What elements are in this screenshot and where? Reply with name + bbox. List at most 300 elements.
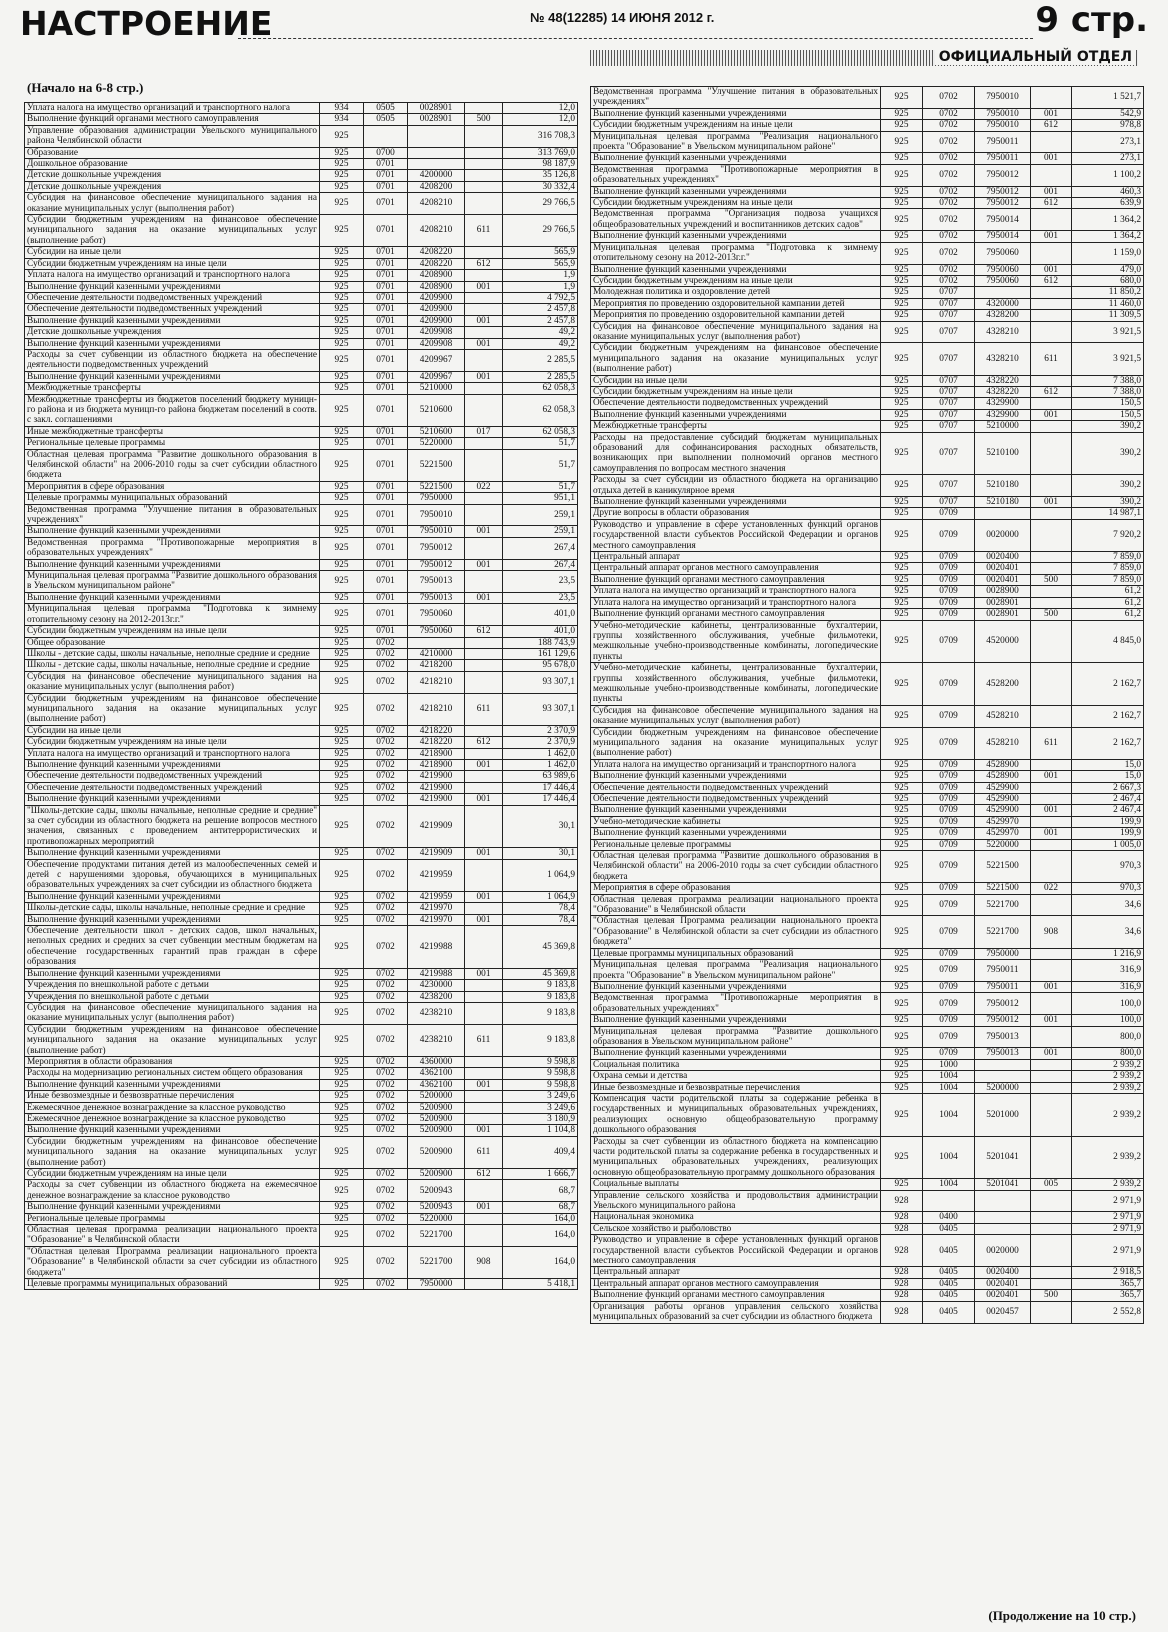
table-row — [25, 338, 578, 349]
row-section: 0709 — [923, 759, 975, 770]
row-section: 0701 — [364, 247, 408, 258]
row-section: 0707 — [923, 432, 975, 475]
row-name: Межбюджетные трансферты — [591, 421, 881, 432]
row-name: Обеспечение деятельности подведомственных учреждений — [25, 292, 320, 303]
row-department: 925 — [320, 327, 364, 338]
row-amount: 259,1 — [503, 526, 578, 537]
row-name: Национальная экономика — [591, 1212, 881, 1223]
row-target-code: 4219988 — [408, 926, 465, 969]
row-department: 925 — [320, 1125, 364, 1136]
row-amount: 34,6 — [1072, 894, 1144, 916]
row-amount: 2 939,2 — [1072, 1082, 1144, 1093]
row-department: 925 — [320, 592, 364, 603]
row-section: 0702 — [364, 1068, 408, 1079]
row-amount: 365,7 — [1072, 1278, 1144, 1289]
row-section: 0701 — [364, 526, 408, 537]
row-target-code: 5200900 — [408, 1113, 465, 1124]
row-name: Расходы на модернизацию региональных систем общего образования — [25, 1068, 320, 1079]
row-expense-type — [465, 980, 503, 991]
row-section: 0701 — [364, 537, 408, 559]
table-row — [591, 432, 1144, 475]
table-row — [25, 771, 578, 782]
row-expense-type — [465, 193, 503, 215]
row-expense-type — [465, 1113, 503, 1124]
row-name: Выполнение функций казенными учреждениями — [25, 338, 320, 349]
row-target-code: 4209900 — [408, 292, 465, 303]
row-target-code: 4219909 — [408, 805, 465, 848]
row-expense-type: 500 — [1031, 574, 1072, 585]
row-target-code: 4218900 — [408, 748, 465, 759]
row-name: Расходы на предоставление субсидий бюджетам муниципальных образований для софинансирования расходных обязательств, возникающих при выполнении полномочий органов местного самоуправления по вопросам местного значения — [591, 432, 881, 475]
row-amount: 2 939,2 — [1072, 1071, 1144, 1082]
row-department: 925 — [320, 125, 364, 147]
table-row — [25, 968, 578, 979]
row-department: 925 — [320, 926, 364, 969]
row-name: Компенсация части родительской платы за содержание ребенка в государственных и муниципальных образовательных учреждениях, реализующих основную общеобразовательную программу дошкольного образования — [591, 1093, 881, 1136]
row-target-code: 7950012 — [975, 198, 1031, 209]
row-department: 925 — [320, 1246, 364, 1278]
table-row — [591, 663, 1144, 706]
row-target-code: 7950060 — [975, 242, 1031, 264]
row-target-code: 4218210 — [408, 671, 465, 693]
row-name: Охрана семьи и детства — [591, 1071, 881, 1082]
row-target-code: 7950012 — [975, 186, 1031, 197]
row-section: 0700 — [364, 147, 408, 158]
row-target-code: 5220000 — [408, 1213, 465, 1224]
row-department: 925 — [881, 663, 923, 706]
row-name: Муниципальная целевая программа "Реализация национального проекта "Образование" в Увельском муниципальном районе" — [591, 960, 881, 982]
row-target-code: 5221700 — [408, 1225, 465, 1247]
row-target-code: 4218220 — [408, 725, 465, 736]
row-name: Муниципальная целевая программа "Развитие дошкольного образования в Увельском муниципальном районе" — [591, 1026, 881, 1048]
row-name: Выполнение функций казенными учреждениями — [25, 1202, 320, 1213]
row-section — [364, 125, 408, 147]
row-expense-type — [465, 170, 503, 181]
row-amount: 1,9 — [503, 270, 578, 281]
row-expense-type — [1031, 164, 1072, 186]
row-amount: 2 467,4 — [1072, 794, 1144, 805]
row-target-code: 4209900 — [408, 304, 465, 315]
row-section: 0702 — [923, 153, 975, 164]
row-name: Муниципальная целевая программа "Реализация национального проекта "Образование" в Увельском муниципальном районе" — [591, 131, 881, 153]
row-amount: 61,2 — [1072, 586, 1144, 597]
row-section: 0709 — [923, 705, 975, 727]
row-department: 925 — [320, 1102, 364, 1113]
row-section: 0702 — [364, 1180, 408, 1202]
table-row — [591, 883, 1144, 894]
row-expense-type: 001 — [1031, 231, 1072, 242]
row-department: 925 — [881, 759, 923, 770]
row-target-code: 4529900 — [975, 794, 1031, 805]
row-department: 925 — [881, 563, 923, 574]
row-amount: 273,1 — [1072, 131, 1144, 153]
row-name: Субсидии бюджетным учреждениям на иные цели — [25, 1169, 320, 1180]
table-row — [591, 816, 1144, 827]
table-row — [591, 1290, 1144, 1301]
row-amount: 45 369,8 — [503, 968, 578, 979]
row-amount: 316 708,3 — [503, 125, 578, 147]
row-expense-type — [465, 725, 503, 736]
row-department: 928 — [881, 1278, 923, 1289]
table-row — [25, 859, 578, 891]
row-department: 925 — [881, 432, 923, 475]
table-row — [25, 292, 578, 303]
row-department: 925 — [881, 1071, 923, 1082]
row-name: Субсидии бюджетным учреждениям на финансовое обеспечение муниципального задания на оказание муниципальных услуг (выполнение работ) — [25, 693, 320, 725]
row-target-code: 4528200 — [975, 663, 1031, 706]
row-department: 925 — [881, 620, 923, 663]
row-name: Руководство и управление в сфере установленных функций органов государственной власти субъектов Российской Федерации и органов местного самоуправления — [591, 1235, 881, 1267]
row-target-code: 4209908 — [408, 338, 465, 349]
row-name: Субсидия на финансовое обеспечение муниципального задания на оказание муниципальных услуг (выполнения работ) — [591, 705, 881, 727]
row-target-code: 4528210 — [975, 705, 1031, 727]
row-name: Выполнение функций казенными учреждениями — [591, 497, 881, 508]
table-row — [25, 1091, 578, 1102]
row-department: 925 — [881, 851, 923, 883]
table-row — [25, 1102, 578, 1113]
row-amount: 3 249,6 — [503, 1091, 578, 1102]
row-name: Учреждения по внешкольной работе с детьми — [25, 991, 320, 1002]
row-expense-type — [1031, 508, 1072, 519]
row-amount: 4 792,5 — [503, 292, 578, 303]
row-name: Школы - детские сады, школы начальные, неполные средние и средние — [25, 660, 320, 671]
row-name: Детские дошкольные учреждения — [25, 327, 320, 338]
row-expense-type — [1031, 1212, 1072, 1223]
row-name: Целевые программы муниципальных образований — [591, 948, 881, 959]
row-name: Субсидии бюджетным учреждениям на иные цели — [591, 120, 881, 131]
row-section: 0701 — [364, 604, 408, 626]
row-expense-type — [1031, 705, 1072, 727]
row-expense-type: 001 — [465, 914, 503, 925]
row-section: 0709 — [923, 508, 975, 519]
row-expense-type — [1031, 298, 1072, 309]
row-target-code: 4238210 — [408, 1002, 465, 1024]
row-amount: 1 521,7 — [1072, 87, 1144, 109]
row-name: Выполнение функций органами местного самоуправления — [591, 609, 881, 620]
row-name: Выполнение функций органами местного самоуправления — [591, 1290, 881, 1301]
row-section: 0702 — [923, 120, 975, 131]
row-amount: 23,5 — [503, 571, 578, 593]
row-expense-type — [465, 504, 503, 526]
table-row — [591, 894, 1144, 916]
row-target-code: 5221700 — [975, 894, 1031, 916]
table-row — [591, 1301, 1144, 1323]
row-expense-type — [1031, 552, 1072, 563]
row-section: 1004 — [923, 1082, 975, 1093]
row-section: 0702 — [364, 1169, 408, 1180]
row-target-code: 7950011 — [975, 131, 1031, 153]
row-expense-type — [1031, 209, 1072, 231]
row-name: Иные безвозмездные и безвозвратные перечисления — [25, 1091, 320, 1102]
row-expense-type — [1031, 1026, 1072, 1048]
row-amount: 11 850,2 — [1072, 287, 1144, 298]
table-row — [591, 508, 1144, 519]
row-name: Руководство и управление в сфере установленных функций органов государственной власти субъектов Российской Федерации и органов местного самоуправления — [591, 519, 881, 551]
table-row — [25, 181, 578, 192]
table-row — [591, 1278, 1144, 1289]
row-department: 925 — [881, 727, 923, 759]
table-row — [591, 1212, 1144, 1223]
row-section: 0702 — [364, 1279, 408, 1290]
row-section: 0701 — [364, 292, 408, 303]
row-department: 925 — [320, 737, 364, 748]
row-amount: 68,7 — [503, 1180, 578, 1202]
row-name: Субсидия на финансовое обеспечение муниципального задания на оказание муниципальных услуг (выполнения работ) — [25, 1002, 320, 1024]
row-department: 925 — [320, 759, 364, 770]
row-name: Региональные целевые программы — [25, 438, 320, 449]
row-section: 0702 — [364, 1024, 408, 1056]
table-row — [591, 1071, 1144, 1082]
row-name: Выполнение функций органами местного самоуправления — [25, 114, 320, 125]
row-name: Муниципальная целевая программа "Развитие дошкольного образования в Увельском муниципальном районе" — [25, 571, 320, 593]
row-target-code: 7950060 — [408, 626, 465, 637]
row-expense-type — [1031, 475, 1072, 497]
row-name: Субсидии бюджетным учреждениям на финансовое обеспечение муниципального задания на оказание муниципальных услуг (выполнение работ) — [591, 727, 881, 759]
row-name: Выполнение функций казенными учреждениями — [25, 559, 320, 570]
row-amount: 35 126,8 — [503, 170, 578, 181]
row-department: 925 — [881, 1093, 923, 1136]
row-expense-type: 001 — [465, 968, 503, 979]
row-target-code: 0020457 — [975, 1301, 1031, 1323]
row-name: Выполнение функций казенными учреждениями — [25, 1079, 320, 1090]
row-section: 0701 — [364, 304, 408, 315]
row-target-code: 7950060 — [408, 604, 465, 626]
table-row — [591, 275, 1144, 286]
row-target-code: 7950010 — [975, 108, 1031, 119]
row-expense-type: 001 — [1031, 1048, 1072, 1059]
row-target-code: 5201041 — [975, 1136, 1031, 1179]
row-target-code: 4219909 — [408, 848, 465, 859]
row-section: 0702 — [364, 1213, 408, 1224]
row-department: 928 — [881, 1301, 923, 1323]
row-target-code: 0028901 — [975, 597, 1031, 608]
row-section: 0701 — [364, 315, 408, 326]
row-target-code: 5201000 — [975, 1093, 1031, 1136]
row-target-code: 7950014 — [975, 209, 1031, 231]
row-expense-type: 611 — [465, 693, 503, 725]
row-section: 0702 — [923, 209, 975, 231]
row-amount: 2 370,9 — [503, 737, 578, 748]
row-expense-type: 612 — [465, 258, 503, 269]
row-expense-type — [1031, 993, 1072, 1015]
row-name: Выполнение функций казенными учреждениями — [25, 371, 320, 382]
row-amount: 9 183,8 — [503, 980, 578, 991]
row-name: Мероприятия в сфере образования — [25, 481, 320, 492]
row-name: Мероприятия по проведению оздоровительной кампании детей — [591, 298, 881, 309]
row-section: 0702 — [364, 1079, 408, 1090]
row-name: Субсидии бюджетным учреждениям на иные цели — [25, 258, 320, 269]
row-expense-type: 001 — [465, 848, 503, 859]
row-name: Муниципальная целевая программа "Подготовка к зимнему отопительному сезону на 2012-2013г.г." — [591, 242, 881, 264]
row-name: Выполнение функций казенными учреждениями — [591, 805, 881, 816]
row-amount: 2 939,2 — [1072, 1136, 1144, 1179]
row-expense-type — [1031, 1071, 1072, 1082]
row-section: 0709 — [923, 883, 975, 894]
row-name: Ведомственная программа "Противопожарные мероприятия в образовательных учреждениях" — [591, 164, 881, 186]
row-section: 0702 — [364, 660, 408, 671]
row-expense-type — [465, 349, 503, 371]
table-row — [25, 1068, 578, 1079]
row-name: Выполнение функций казенными учреждениями — [25, 891, 320, 902]
row-department: 925 — [320, 181, 364, 192]
row-name: Субсидия на финансовое обеспечение муниципального задания на оказание муниципальных услуг (выполнения работ) — [25, 671, 320, 693]
row-section: 0702 — [364, 1125, 408, 1136]
table-row — [591, 993, 1144, 1015]
row-section: 0702 — [364, 671, 408, 693]
row-target-code: 7950011 — [975, 981, 1031, 992]
budget-table-right — [590, 86, 1144, 1324]
row-amount: 2 971,9 — [1072, 1235, 1144, 1267]
table-row — [25, 1202, 578, 1213]
row-amount: 479,0 — [1072, 264, 1144, 275]
row-department: 925 — [881, 164, 923, 186]
row-section: 0702 — [364, 926, 408, 969]
row-target-code: 0028900 — [975, 586, 1031, 597]
row-section: 0702 — [364, 693, 408, 725]
table-row — [591, 609, 1144, 620]
row-name: Ведомственная программа "Улучшение питания в образовательных учреждениях" — [591, 87, 881, 109]
row-department: 925 — [320, 1202, 364, 1213]
row-department: 925 — [881, 120, 923, 131]
row-name: Уплата налога на имущество организаций и транспортного налога — [25, 270, 320, 281]
row-name: Школы-детские сады, школы начальные, неполные средние и средние — [25, 903, 320, 914]
table-row — [25, 114, 578, 125]
row-expense-type — [465, 493, 503, 504]
row-department: 925 — [320, 159, 364, 170]
row-name: Субсидии бюджетным учреждениям на иные цели — [591, 275, 881, 286]
row-target-code: 4230000 — [408, 980, 465, 991]
table-row — [25, 371, 578, 382]
row-name: Общее образование — [25, 637, 320, 648]
row-target-code: 4219988 — [408, 968, 465, 979]
row-expense-type — [465, 637, 503, 648]
row-department: 925 — [320, 537, 364, 559]
table-row — [591, 298, 1144, 309]
row-target-code: 5200943 — [408, 1202, 465, 1213]
row-expense-type — [1031, 794, 1072, 805]
row-amount: 62 058,3 — [503, 383, 578, 394]
row-expense-type — [465, 394, 503, 426]
row-amount: 3 180,9 — [503, 1113, 578, 1124]
row-department: 925 — [320, 1091, 364, 1102]
row-expense-type — [465, 1002, 503, 1024]
row-name: Обеспечение продуктами питания детей из малообеспеченных семей и детей с нарушениями здоровья, обучающихся в муниципальных образовательных учреждениях за счет субсидии из областного бюджета — [25, 859, 320, 891]
table-row — [591, 242, 1144, 264]
row-name: Субсидия на финансовое обеспечение муниципального задания на оказание муниципальных услуг (выполнения работ) — [25, 193, 320, 215]
row-department: 925 — [320, 247, 364, 258]
table-row — [25, 1079, 578, 1090]
row-target-code: 0020000 — [975, 1235, 1031, 1267]
row-department: 925 — [881, 574, 923, 585]
row-expense-type — [465, 926, 503, 969]
row-department: 928 — [881, 1267, 923, 1278]
row-target-code: 5200900 — [408, 1125, 465, 1136]
row-target-code: 4529970 — [975, 828, 1031, 839]
table-row — [25, 1125, 578, 1136]
table-row — [591, 186, 1144, 197]
row-amount: 390,2 — [1072, 432, 1144, 475]
row-target-code: 4209908 — [408, 327, 465, 338]
table-row — [591, 563, 1144, 574]
row-expense-type — [1031, 1082, 1072, 1093]
row-section: 0702 — [364, 903, 408, 914]
row-amount: 17 446,4 — [503, 794, 578, 805]
row-expense-type: 001 — [465, 1202, 503, 1213]
row-name: Учебно-методические кабинеты — [591, 816, 881, 827]
row-expense-type: 001 — [1031, 264, 1072, 275]
row-target-code: 4208900 — [408, 281, 465, 292]
row-section: 1000 — [923, 1059, 975, 1070]
row-amount: 2 939,2 — [1072, 1059, 1144, 1070]
row-department: 925 — [881, 1082, 923, 1093]
table-row — [25, 1113, 578, 1124]
row-amount: 1 462,0 — [503, 759, 578, 770]
row-expense-type: 001 — [465, 592, 503, 603]
table-row — [591, 1235, 1144, 1267]
row-name: Выполнение функций казенными учреждениями — [591, 186, 881, 197]
row-expense-type — [465, 438, 503, 449]
row-amount: 9 183,8 — [503, 1002, 578, 1024]
row-section: 0709 — [923, 1026, 975, 1048]
row-name: Мероприятия по проведению оздоровительной кампании детей — [591, 310, 881, 321]
row-name: Выполнение функций казенными учреждениями — [25, 848, 320, 859]
row-name: Выполнение функций казенными учреждениями — [25, 526, 320, 537]
row-amount: 2 667,3 — [1072, 782, 1144, 793]
row-section: 0701 — [364, 571, 408, 593]
row-expense-type: 001 — [465, 281, 503, 292]
row-department: 925 — [881, 275, 923, 286]
row-name: Выполнение функций казенными учреждениями — [25, 592, 320, 603]
row-department: 925 — [320, 794, 364, 805]
row-expense-type — [1031, 839, 1072, 850]
row-section: 0709 — [923, 839, 975, 850]
row-name: Субсидии бюджетным учреждениям на финансовое обеспечение муниципального задания на оказание муниципальных услуг (выполнение работ) — [25, 1136, 320, 1168]
row-expense-type: 611 — [1031, 343, 1072, 375]
row-amount: 14 987,1 — [1072, 508, 1144, 519]
table-row — [25, 1002, 578, 1024]
row-target-code: 5220000 — [408, 438, 465, 449]
table-row — [591, 198, 1144, 209]
row-expense-type — [465, 1213, 503, 1224]
row-section: 0505 — [364, 103, 408, 114]
row-target-code: 4208200 — [408, 181, 465, 192]
left-column — [24, 76, 577, 1290]
row-section: 0709 — [923, 609, 975, 620]
table-row — [25, 637, 578, 648]
row-amount: 970,3 — [1072, 851, 1144, 883]
row-department: 925 — [320, 848, 364, 859]
row-target-code: 7950060 — [975, 264, 1031, 275]
row-amount: 2 285,5 — [503, 371, 578, 382]
row-department: 925 — [881, 398, 923, 409]
row-target-code: 7950012 — [408, 537, 465, 559]
row-amount: 93 307,1 — [503, 671, 578, 693]
table-row — [591, 519, 1144, 551]
row-department: 925 — [881, 231, 923, 242]
row-amount: 12,0 — [503, 114, 578, 125]
row-section: 0702 — [364, 891, 408, 902]
row-expense-type: 001 — [465, 891, 503, 902]
row-name: Субсидия на финансовое обеспечение муниципального задания на оказание муниципальных услуг (выполнения работ) — [591, 321, 881, 343]
row-amount: 51,7 — [503, 449, 578, 481]
row-amount: 401,0 — [503, 626, 578, 637]
row-department: 925 — [320, 438, 364, 449]
row-department: 925 — [881, 981, 923, 992]
row-department: 925 — [320, 968, 364, 979]
row-section: 0701 — [364, 327, 408, 338]
row-expense-type: 001 — [465, 1125, 503, 1136]
row-department: 925 — [320, 626, 364, 637]
